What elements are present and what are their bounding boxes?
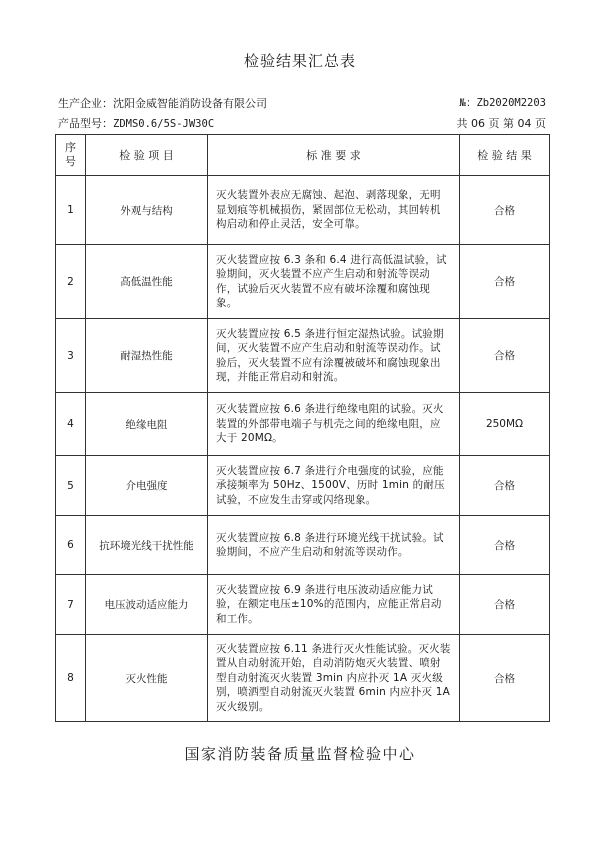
issuer-footer: 国家消防装备质量监督检验中心	[184, 745, 416, 763]
model-label: 产品型号：	[58, 117, 113, 130]
row-standard: 灭火装置应按 6.3 条和 6.4 进行高低温试验，试验期间，灭火装置不应产生启动和射流等误动作，试验后灭火装置不应有破坏涂覆和腐蚀现象。	[208, 245, 460, 319]
row-item: 介电强度	[86, 456, 208, 516]
row-item: 绝缘电阻	[86, 393, 208, 456]
producer-name: 沈阳金威智能消防设备有限公司	[113, 97, 267, 110]
row-result: 合格	[460, 456, 550, 516]
row-number: 7	[56, 575, 86, 635]
producer-label: 生产企业：	[58, 97, 113, 110]
row-number: 1	[56, 176, 86, 245]
row-result: 合格	[460, 635, 550, 722]
row-number: 5	[56, 456, 86, 516]
header-result: 检 验 结 果	[460, 135, 550, 176]
row-number: 8	[56, 635, 86, 722]
row-item: 耐湿热性能	[86, 319, 208, 393]
model-info	[58, 115, 214, 131]
header-item: 检 验 项 目	[86, 135, 208, 176]
table-row	[56, 176, 550, 245]
row-standard: 灭火装置应按 6.6 条进行绝缘电阻的试验。灭火装置的外部带电端子与机壳之间的绝缘电阻，应大于 20MΩ。	[208, 393, 460, 456]
report-number: №：Zb2020M2203	[459, 97, 546, 109]
table-header-row	[56, 135, 550, 176]
model-value: ZDMS0.6/5S-JW30C	[113, 118, 215, 130]
table-row	[56, 456, 550, 516]
row-standard: 灭火装置应按 6.7 条进行介电强度的试验，应能承接频率为 50Hz、1500V、历时 1min 的耐压试验，不应发生击穿或闪络现象。	[208, 456, 460, 516]
row-item: 电压波动适应能力	[86, 575, 208, 635]
row-standard: 灭火装置应按 6.5 条进行恒定湿热试验。试验期间，灭火装置不应产生启动和射流等误动作。试验后，灭火装置不应有涂覆被破坏和腐蚀现象出现，并能正常启动和射流。	[208, 319, 460, 393]
row-standard: 灭火装置应按 6.8 条进行环境光线干扰试验。试验期间，不应产生启动和射流等误动作。	[208, 516, 460, 575]
row-item: 抗环境光线干扰性能	[86, 516, 208, 575]
row-standard: 灭火装置应按 6.9 条进行电压波动适应能力试验，在额定电压±10%的范围内，应能正常启动和工作。	[208, 575, 460, 635]
row-number: 6	[56, 516, 86, 575]
header-standard: 标 准 要 求	[208, 135, 460, 176]
row-result: 合格	[460, 245, 550, 319]
page-count: 共 06 页 第 04 页	[456, 117, 546, 130]
row-item: 高低温性能	[86, 245, 208, 319]
header-seq: 序号	[56, 135, 86, 176]
row-number: 3	[56, 319, 86, 393]
results-table	[55, 134, 550, 722]
table-row	[56, 245, 550, 319]
table-row	[56, 319, 550, 393]
table-row	[56, 516, 550, 575]
row-number: 4	[56, 393, 86, 456]
page-title: 检验结果汇总表	[243, 52, 356, 70]
row-result: 合格	[460, 516, 550, 575]
row-result: 250MΩ	[460, 393, 550, 456]
row-standard: 灭火装置应按 6.11 条进行灭火性能试验。灭火装置从自动射流开始，自动消防炮灭火装置、喷射型自动射流灭火装置 3min 内应扑灭 1A 灭火级别，喷洒型自动射流灭火装置 6min 内应扑灭 1A 灭火级别。	[208, 635, 460, 722]
row-item: 灭火性能	[86, 635, 208, 722]
table-row	[56, 635, 550, 722]
row-result: 合格	[460, 176, 550, 245]
producer-info	[58, 95, 267, 111]
row-result: 合格	[460, 575, 550, 635]
row-item: 外观与结构	[86, 176, 208, 245]
row-number: 2	[56, 245, 86, 319]
table-row	[56, 393, 550, 456]
row-result: 合格	[460, 319, 550, 393]
row-standard: 灭火装置外表应无腐蚀、起泡、剥落现象，无明显划痕等机械损伤，紧固部位无松动，其回转机构启动和停止灵活，安全可靠。	[208, 176, 460, 245]
table-row	[56, 575, 550, 635]
